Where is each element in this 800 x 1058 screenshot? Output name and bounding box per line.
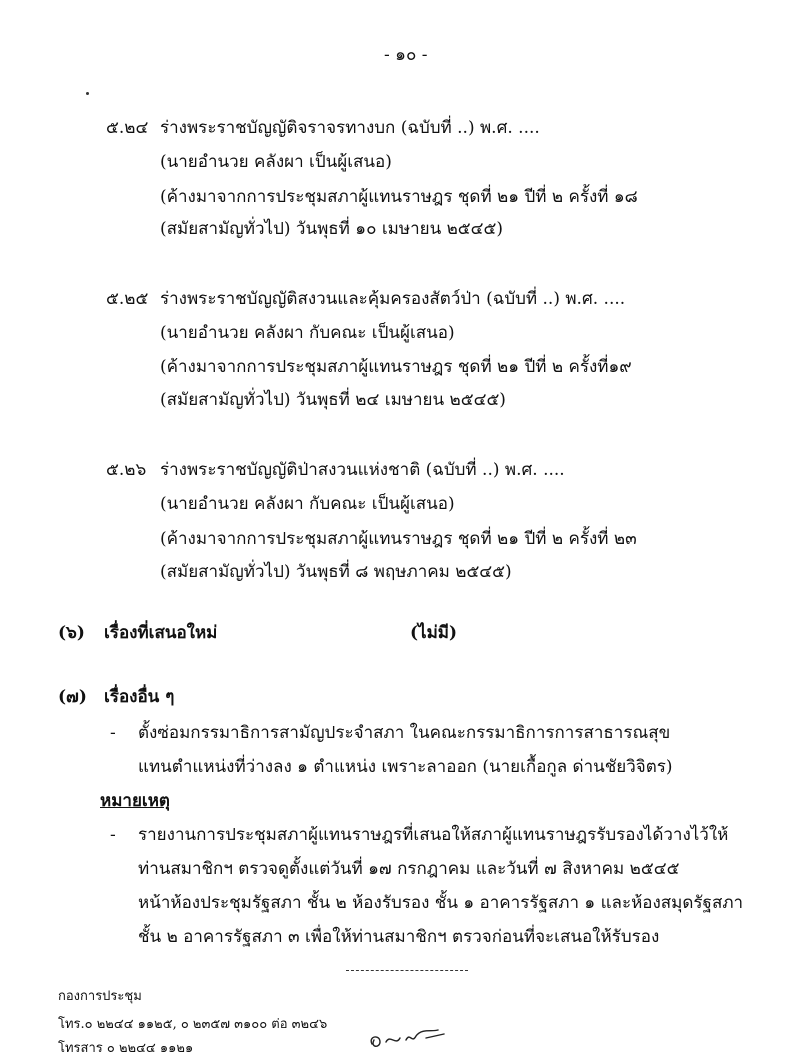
dashed-separator: [346, 970, 468, 971]
remark-text-line: รายงานการประชุมสภาผู้แทนราษฎรที่เสนอให้สภาผู้แทนราษฎรรับรองได้วางไว้ให้: [138, 825, 729, 845]
stray-dot: [86, 92, 89, 95]
section-title: เรื่องอื่น ๆ: [104, 687, 175, 707]
item-proposer: (นายอำนวย คลังผา กับคณะ เป็นผู้เสนอ): [160, 323, 455, 343]
remark-text-line: ท่านสมาชิกฯ ตรวจดูตั้งแต่วันที่ ๑๗ กรกฎาคม และวันที่ ๗ สิงหาคม ๒๕๔๕: [138, 859, 680, 879]
item-pending: (ค้างมาจากการประชุมสภาผู้แทนราษฎร ชุดที่ ๒๑ ปีที่ ๒ ครั้งที่๑๙: [160, 357, 632, 377]
item-title: ร่างพระราชบัญญัติสงวนและคุ้มครองสัตว์ป่า (ฉบับที่ ..) พ.ศ. ....: [160, 289, 626, 309]
section-text-line: แทนตำแหน่งที่ว่างลง ๑ ตำแหน่ง เพราะลาออก (นายเกื้อกูล ด่านชัยวิจิตร): [138, 757, 673, 777]
bullet-dash: -: [110, 825, 116, 845]
footer-phone: โทร.๐ ๒๒๔๔ ๑๑๒๕, ๐ ๒๓๕๗ ๓๑๐๐ ต่อ ๓๒๔๖: [58, 1017, 328, 1032]
item-proposer: (นายอำนวย คลังผา กับคณะ เป็นผู้เสนอ): [160, 494, 455, 514]
item-pending: (ค้างมาจากการประชุมสภาผู้แทนราษฎร ชุดที่ ๒๑ ปีที่ ๒ ครั้งที่ ๑๘: [160, 187, 638, 207]
item-number: ๕.๒๖: [106, 460, 147, 480]
remark-heading: หมายเหตุ: [100, 791, 170, 811]
item-session: (สมัยสามัญทั่วไป) วันพุธที่ ๑๐ เมษายน ๒๕๔๕): [160, 219, 504, 239]
item-session: (สมัยสามัญทั่วไป) วันพุธที่ ๒๔ เมษายน ๒๕๔๕): [160, 390, 506, 410]
item-proposer: (นายอำนวย คลังผา เป็นผู้เสนอ): [160, 152, 392, 172]
item-number: ๕.๒๔: [106, 118, 149, 138]
footer-office: กองการประชุม: [58, 989, 142, 1004]
item-title: ร่างพระราชบัญญัติป่าสงวนแห่งชาติ (ฉบับที่ ..) พ.ศ. ....: [160, 460, 565, 480]
item-number: ๕.๒๕: [106, 289, 149, 309]
footer-fax: โทรสาร ๐ ๒๒๔๔ ๑๑๒๑: [58, 1041, 194, 1056]
section-number: (๖): [58, 623, 85, 643]
section-title: เรื่องที่เสนอใหม่: [104, 623, 218, 643]
handwritten-initials: [366, 1024, 450, 1052]
remark-text-line: หน้าห้องประชุมรัฐสภา ชั้น ๒ ห้องรับรอง ชั้น ๑ อาคารรัฐสภา ๑ และห้องสมุดรัฐสภา: [138, 893, 744, 913]
remark-text-line: ชั้น ๒ อาคารรัฐสภา ๓ เพื่อให้ท่านสมาชิกฯ ตรวจก่อนที่จะเสนอให้รับรอง: [138, 927, 660, 947]
item-pending: (ค้างมาจากการประชุมสภาผู้แทนราษฎร ชุดที่ ๒๑ ปีที่ ๒ ครั้งที่ ๒๓: [160, 529, 637, 549]
section-text-line: ตั้งซ่อมกรรมาธิการสามัญประจำสภา ในคณะกรรมาธิการการสาธารณสุข: [138, 723, 671, 743]
page-number: - ๑๐ -: [384, 45, 428, 65]
item-session: (สมัยสามัญทั่วไป) วันพุธที่ ๘ พฤษภาคม ๒๕๔๕): [160, 562, 512, 582]
bullet-dash: -: [110, 723, 116, 743]
item-title: ร่างพระราชบัญญัติจราจรทางบก (ฉบับที่ ..) พ.ศ. ....: [160, 118, 540, 138]
section-number: (๗): [58, 687, 87, 707]
section-status: (ไม่มี): [410, 623, 458, 643]
